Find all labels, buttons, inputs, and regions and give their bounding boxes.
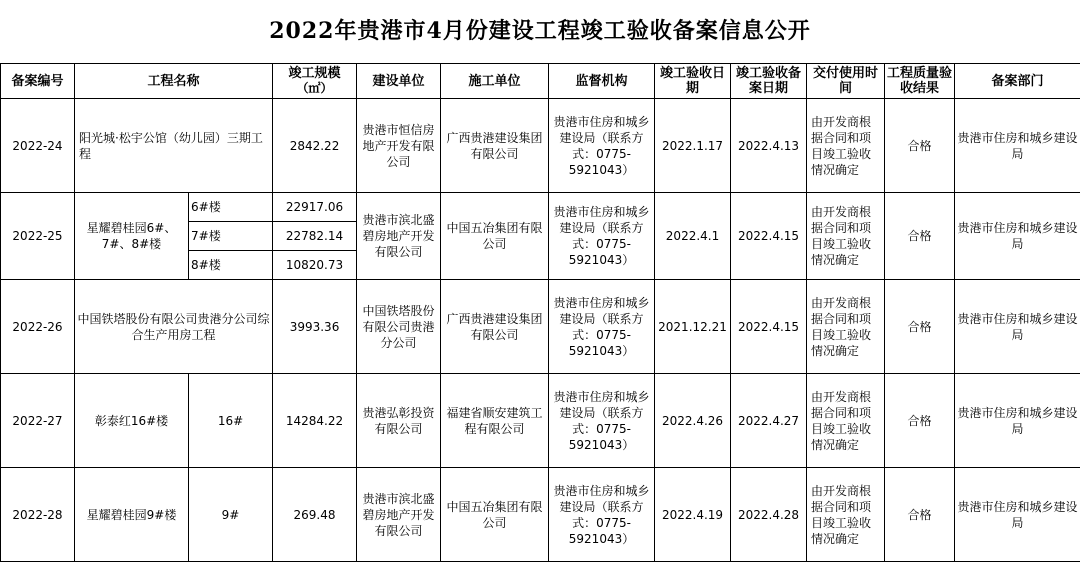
record-dept-cell: 贵港市住房和城乡建设局	[955, 193, 1080, 280]
project-name-cell: 中国铁塔股份有限公司贵港分公司综合生产用房工程	[75, 280, 273, 374]
sub-building-name: 8#楼	[189, 251, 273, 280]
table-row	[1, 99, 1080, 193]
record-no-cell: 2022-25	[1, 193, 75, 280]
header-area-unit: （㎡）	[296, 81, 333, 95]
acceptance-date-cell: 2022.1.17	[655, 99, 731, 193]
supervisor-cell: 贵港市住房和城乡建设局（联系方式：0775-5921043）	[549, 193, 655, 280]
builder-cell: 贵港市恒信房地产开发有限公司	[357, 99, 441, 193]
acceptance-date-cell: 2022.4.26	[655, 374, 731, 468]
record-date-cell: 2022.4.27	[731, 374, 807, 468]
header-area	[273, 64, 357, 99]
project-name-cell: 阳光城·松宇公馆（幼儿园）三期工程	[75, 99, 273, 193]
delivery-time-cell: 由开发商根据合同和项目竣工验收情况确定	[807, 374, 885, 468]
record-no-cell: 2022-27	[1, 374, 75, 468]
record-dept-cell: 贵港市住房和城乡建设局	[955, 468, 1080, 562]
area-cell: 269.48	[273, 468, 357, 562]
quality-result-cell: 合格	[885, 374, 955, 468]
record-no-cell: 2022-28	[1, 468, 75, 562]
header-record-no: 备案编号	[1, 64, 75, 99]
page-title: 2022年贵港市4月份建设工程竣工验收备案信息公开	[269, 18, 811, 44]
supervisor-cell: 贵港市住房和城乡建设局（联系方式：0775-5921043）	[549, 374, 655, 468]
supervisor-cell: 贵港市住房和城乡建设局（联系方式：0775-5921043）	[549, 99, 655, 193]
area-cell: 22782.14	[273, 222, 357, 251]
sub-building-name: 9#	[189, 468, 273, 562]
quality-result-cell: 合格	[885, 193, 955, 280]
header-project-name: 工程名称	[75, 64, 273, 99]
delivery-time-cell: 由开发商根据合同和项目竣工验收情况确定	[807, 193, 885, 280]
contractor-cell: 中国五冶集团有限公司	[441, 193, 549, 280]
header-builder: 建设单位	[357, 64, 441, 99]
area-cell: 10820.73	[273, 251, 357, 280]
record-no-cell: 2022-26	[1, 280, 75, 374]
builder-cell: 中国铁塔股份有限公司贵港分公司	[357, 280, 441, 374]
header-record-dept: 备案部门	[955, 64, 1080, 99]
record-dept-cell: 贵港市住房和城乡建设局	[955, 280, 1080, 374]
acceptance-date-cell: 2021.12.21	[655, 280, 731, 374]
acceptance-date-cell: 2022.4.1	[655, 193, 731, 280]
area-cell: 22917.06	[273, 193, 357, 222]
contractor-cell: 广西贵港建设集团有限公司	[441, 280, 549, 374]
builder-cell: 贵港市滨北盛碧房地产开发有限公司	[357, 468, 441, 562]
sub-building-name: 7#楼	[189, 222, 273, 251]
record-table	[0, 63, 1080, 562]
header-supervisor: 监督机构	[549, 64, 655, 99]
area-cell: 3993.36	[273, 280, 357, 374]
acceptance-date-cell: 2022.4.19	[655, 468, 731, 562]
supervisor-cell: 贵港市住房和城乡建设局（联系方式：0775-5921043）	[549, 280, 655, 374]
header-area-label: 竣工规模	[288, 66, 341, 81]
header-quality-result: 工程质量验收结果	[885, 64, 955, 99]
table-row	[1, 193, 1080, 222]
record-dept-cell: 贵港市住房和城乡建设局	[955, 99, 1080, 193]
delivery-time-cell: 由开发商根据合同和项目竣工验收情况确定	[807, 468, 885, 562]
builder-cell: 贵港弘彰投资有限公司	[357, 374, 441, 468]
header-row	[1, 64, 1080, 99]
header-acceptance-date: 竣工验收日期	[655, 64, 731, 99]
header-delivery-time: 交付使用时间	[807, 64, 885, 99]
area-cell: 14284.22	[273, 374, 357, 468]
quality-result-cell: 合格	[885, 468, 955, 562]
sub-building-name: 6#楼	[189, 193, 273, 222]
delivery-time-cell: 由开发商根据合同和项目竣工验收情况确定	[807, 99, 885, 193]
table-row	[1, 374, 1080, 468]
header-contractor: 施工单位	[441, 64, 549, 99]
table-row	[1, 280, 1080, 374]
record-date-cell: 2022.4.13	[731, 99, 807, 193]
contractor-cell: 广西贵港建设集团有限公司	[441, 99, 549, 193]
project-name-cell: 星耀碧桂园6#、7#、8#楼	[75, 193, 189, 280]
header-record-date: 竣工验收备案日期	[731, 64, 807, 99]
record-no-cell: 2022-24	[1, 99, 75, 193]
contractor-cell: 福建省顺安建筑工程有限公司	[441, 374, 549, 468]
project-name-cell: 星耀碧桂园9#楼	[75, 468, 189, 562]
supervisor-cell: 贵港市住房和城乡建设局（联系方式：0775-5921043）	[549, 468, 655, 562]
delivery-time-cell: 由开发商根据合同和项目竣工验收情况确定	[807, 280, 885, 374]
area-cell: 2842.22	[273, 99, 357, 193]
record-date-cell: 2022.4.15	[731, 193, 807, 280]
builder-cell: 贵港市滨北盛碧房地产开发有限公司	[357, 193, 441, 280]
sub-building-name: 16#	[189, 374, 273, 468]
record-dept-cell: 贵港市住房和城乡建设局	[955, 374, 1080, 468]
quality-result-cell: 合格	[885, 99, 955, 193]
quality-result-cell: 合格	[885, 280, 955, 374]
table-row	[1, 468, 1080, 562]
project-name-cell: 彰泰红16#楼	[75, 374, 189, 468]
record-date-cell: 2022.4.15	[731, 280, 807, 374]
contractor-cell: 中国五冶集团有限公司	[441, 468, 549, 562]
record-date-cell: 2022.4.28	[731, 468, 807, 562]
